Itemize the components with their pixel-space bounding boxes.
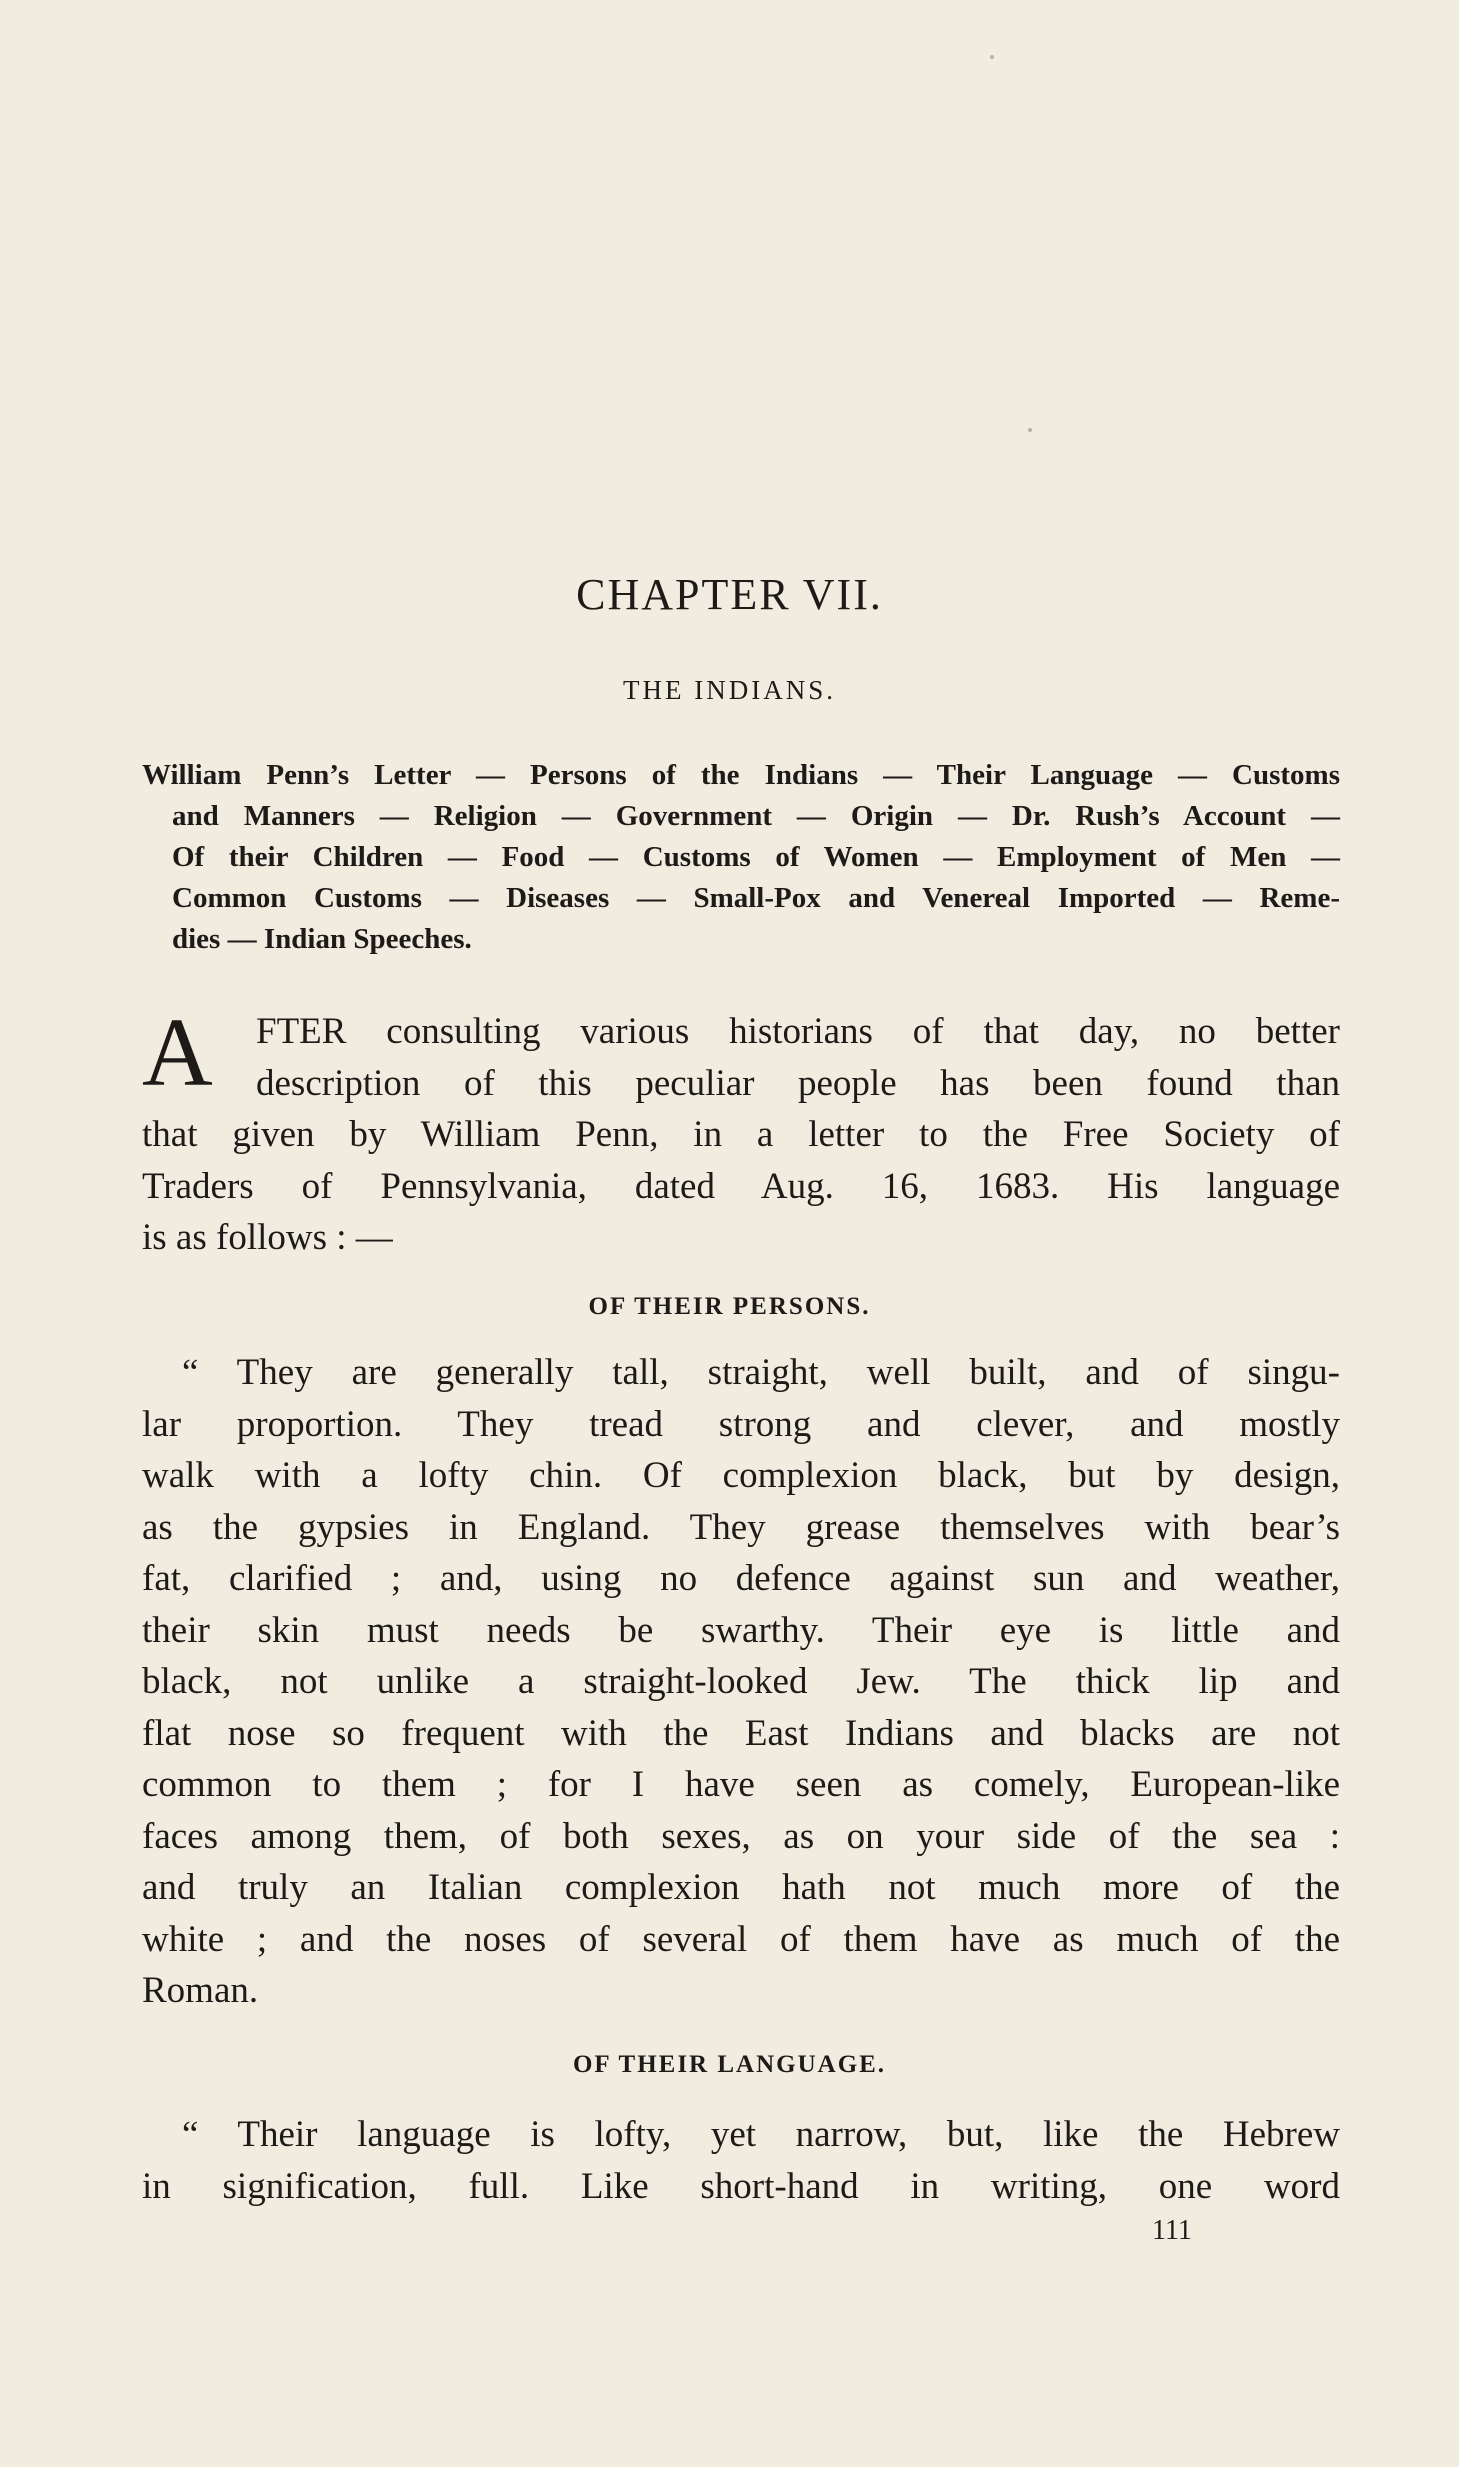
chapter-title: CHAPTER VII. [576,570,883,619]
opening-paragraph [142,999,1340,1264]
section-heading-persons: OF THEIR PERSONS. [588,1293,871,1320]
page-number: 111 [1152,2215,1192,2246]
paragraph-line: “ They are generally tall, straight, well built, and of singu- [182,1352,1340,1393]
synopsis-line: Common Customs — Diseases — Small-Pox and Venereal Imported — Reme- [172,882,1340,914]
paper-speck [1028,428,1032,432]
synopsis-line: William Penn’s Letter — Persons of the Indians — Their Language — Customs [142,759,1340,791]
paragraph-line: flat nose so frequent with the East Indians and blacks are not [142,1712,1340,1754]
paragraph-line: that given by William Penn, in a letter to the Free Society of [142,1114,1340,1155]
paragraph-line: as the gypsies in England. They grease themselves with bear’s [142,1506,1340,1548]
paragraph-line: their skin must needs be swarthy. Their eye is little and [142,1609,1340,1651]
paragraph-line: Roman. [142,1970,259,2011]
paragraph-line: black, not unlike a straight-looked Jew. The thick lip and [142,1661,1340,1702]
section-heading-language: OF THEIR LANGUAGE. [572,2051,887,2078]
chapter-subtitle: THE INDIANS. [623,675,836,705]
paragraph-line: in signification, full. Like short-hand in writing, one word [142,2165,1340,2207]
paragraph-line: description of this peculiar people has been found than [256,1062,1340,1104]
language-paragraph [142,2109,1340,2212]
chapter-synopsis [142,755,1340,960]
paragraph-line: and truly an Italian complexion hath not much more of the [142,1867,1340,1908]
paragraph-line: common to them ; for I have seen as comely, European-like [142,1764,1340,1805]
drop-cap: A [142,999,213,1107]
paragraph-line: is as follows : — [142,1217,393,1258]
synopsis-line: Of their Children — Food — Customs of Women — Employment of Men — [172,841,1340,873]
paragraph-line: Traders of Pennsylvania, dated Aug. 16, 1683. His language [142,1165,1340,1207]
paragraph-line: white ; and the noses of several of them have as much of the [142,1918,1340,1960]
paragraph-line: “ Their language is lofty, yet narrow, but, like the Hebrew [182,2114,1340,2155]
paragraph-line: lar proportion. They tread strong and clever, and mostly [142,1403,1340,1445]
synopsis-line: and Manners — Religion — Government — Origin — Dr. Rush’s Account — [172,800,1340,832]
paragraph-line: faces among them, of both sexes, as on your side of the sea : [142,1815,1340,1857]
paragraph-line: walk with a lofty chin. Of complexion black, but by design, [142,1455,1340,1496]
synopsis-line: dies — Indian Speeches. [172,923,472,955]
paragraph-line: FTER consulting various historians of that day, no better [256,1011,1340,1052]
paragraph-line: fat, clarified ; and, using no defence against sun and weather, [142,1558,1340,1599]
persons-paragraph [142,1347,1340,2017]
paper-speck [990,55,994,59]
